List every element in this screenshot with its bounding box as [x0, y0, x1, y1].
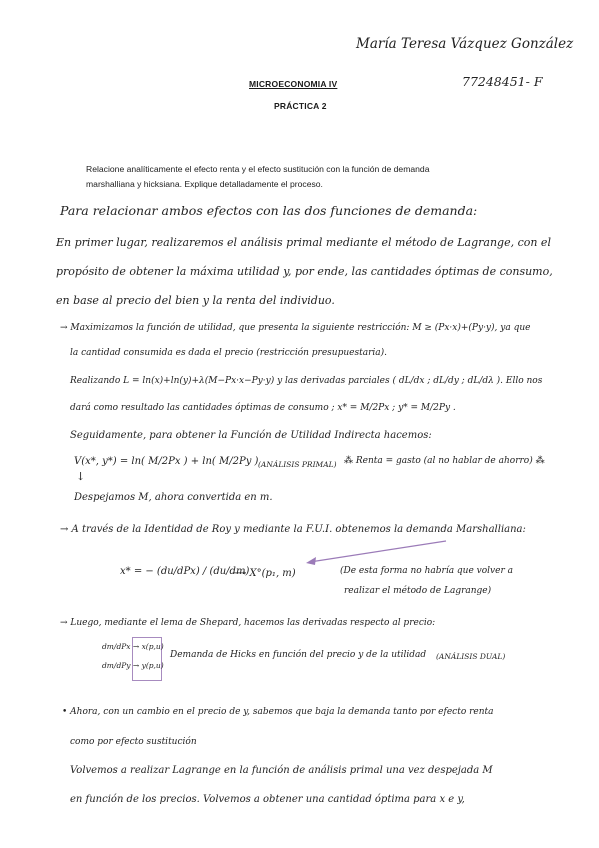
down-arrow-icon: ↓	[76, 470, 86, 483]
roy-identity-formula: x* = − (du/dPx) / (du/dm)	[120, 566, 250, 577]
arrow-annotation-icon	[300, 538, 450, 568]
bullet-1-line-7: Despejamos M, ahora convertida en m.	[74, 492, 273, 503]
practice-title: PRÁCTICA 2	[274, 101, 327, 111]
hicks-demand-note: Demanda de Hicks en función del precio y de la utilidad	[170, 650, 427, 660]
bullet-1-line-2: la cantidad consumida es dada el precio (restricción presupuestaria).	[70, 348, 387, 358]
marshallian-demand: ⟶ X°(p₁, m)	[232, 568, 296, 579]
student-id: 77248451- F	[462, 74, 543, 89]
bullet-1-line-4: dará como resultado las cantidades óptimas de consumo ; x* = M/2Px ; y* = M/2Py .	[70, 403, 456, 413]
dual-analysis-tag: (ANÁLISIS DUAL)	[436, 652, 506, 661]
bullet-3-line-1: → Luego, mediante el lema de Shepard, hacemos las derivadas respecto al precio:	[60, 618, 436, 628]
lagrange-note-line-2: realizar el método de Lagrange)	[344, 586, 492, 596]
bullet-1-line-3: Realizando L = ln(x)+ln(y)+λ(M−Px·x−Py·y) y las derivadas parciales ( dL/dx ; dL/dy ; dL/dλ ). Ello nos	[70, 376, 543, 386]
bullet-4-line-1: • Ahora, con un cambio en el precio de y, sabemos que baja la demanda tanto por efecto renta	[62, 707, 494, 717]
bullet-1-line-5: Seguidamente, para obtener la Función de Utilidad Indirecta hacemos:	[70, 430, 432, 441]
shephard-derivative-x: dm/dPx → x(p,u)	[102, 642, 164, 651]
bullet-1-line-1: → Maximizamos la función de utilidad, que presenta la siguiente restricción: M ≥ (Px·x)+(Py·y), ya que	[60, 323, 531, 333]
lagrange-note-line-1: (De esta forma no habría que volver a	[340, 566, 513, 576]
bullet-4-line-2: como por efecto sustitución	[70, 737, 197, 747]
paragraph-1-line-2: propósito de obtener la máxima utilidad y, por ende, las cantidades óptimas de consumo,	[56, 265, 553, 278]
paragraph-1-line-1: En primer lugar, realizaremos el análisis primal mediante el método de Lagrange, con el	[56, 236, 551, 249]
author-name: María Teresa Vázquez González	[356, 36, 574, 52]
prompt-line-2: marshalliana y hicksiana. Explique detalladamente el proceso.	[86, 179, 323, 189]
paragraph-1-line-3: en base al precio del bien y la renta del individuo.	[56, 294, 335, 307]
prompt-line-1: Relacione analíticamente el efecto renta y el efecto sustitución con la función de demanda	[86, 164, 430, 174]
shephard-derivative-y: dm/dPy → y(p,u)	[102, 661, 164, 670]
income-spending-note: ⁂ Renta = gasto (al no hablar de ahorro) ⁂	[344, 456, 545, 466]
bullet-2-line-1: → A través de la Identidad de Roy y mediante la F.U.I. obtenemos la demanda Marshalliana:	[60, 524, 526, 535]
answer-heading: Para relacionar ambos efectos con las dos funciones de demanda:	[60, 203, 478, 218]
bullet-4-line-4: en función de los precios. Volvemos a obtener una cantidad óptima para x e y,	[70, 794, 465, 805]
bullet-4-line-3: Volvemos a realizar Lagrange en la función de análisis primal una vez despejada M	[70, 765, 493, 776]
indirect-utility-formula: V(x*, y*) = ln( M/2Px ) + ln( M/2Py )	[74, 456, 259, 467]
course-title: MICROECONOMIA IV	[249, 79, 338, 89]
primal-analysis-tag: (ANÁLISIS PRIMAL)	[258, 460, 337, 469]
